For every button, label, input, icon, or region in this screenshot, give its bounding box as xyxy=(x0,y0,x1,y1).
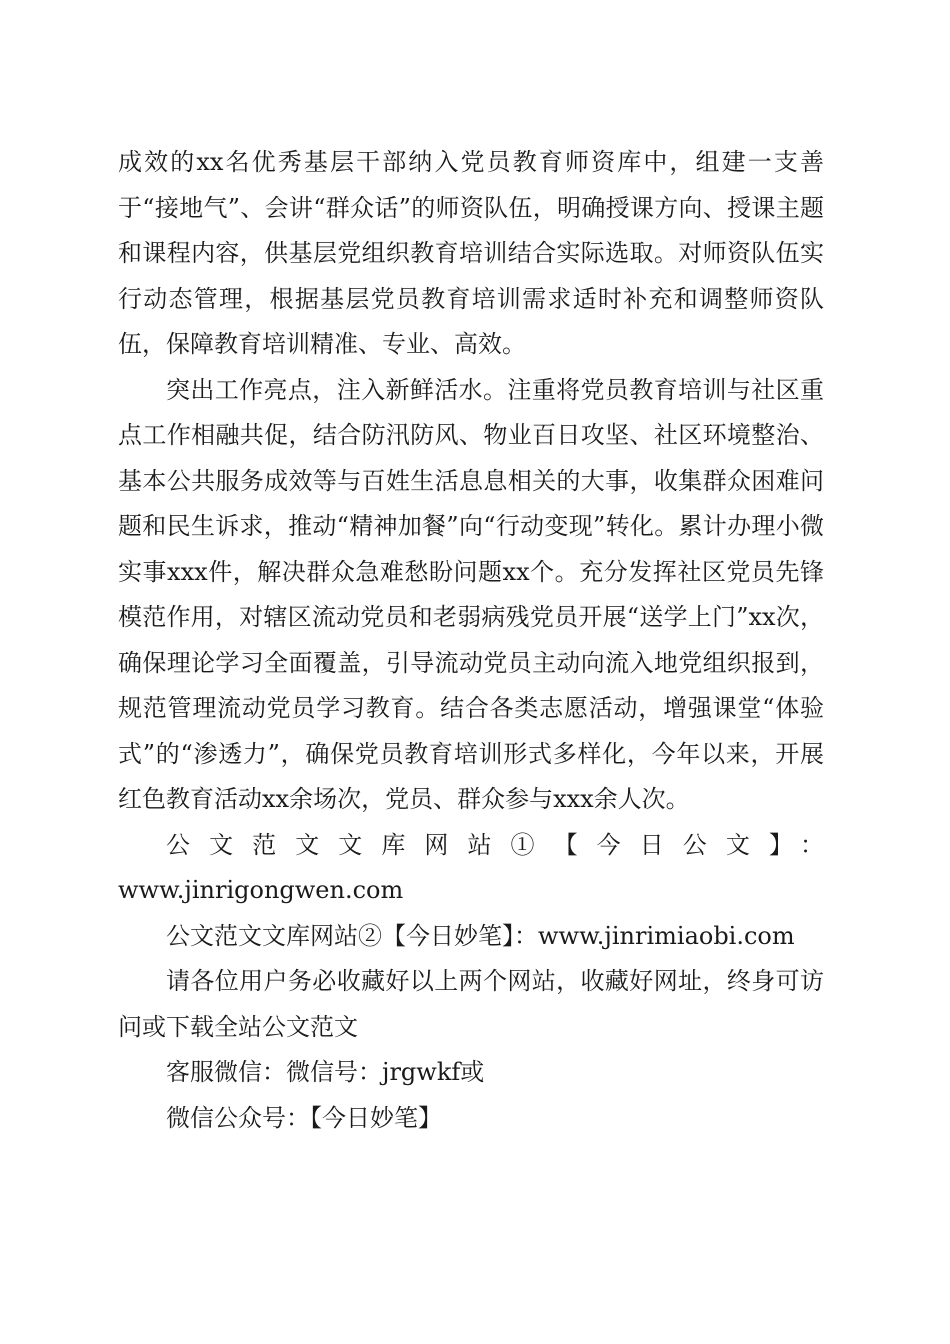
service-wechat: 客服微信：微信号：jrgwkf或 xyxy=(166,1058,485,1086)
site2-line: 公文范文文库网站②【今日妙笔】：www.jinrimiaobi.com xyxy=(166,921,795,950)
document-body xyxy=(118,140,824,1141)
site1-label: 公文范文文库网站①【今日公文】： xyxy=(166,830,824,859)
bookmark-notice: 请各位用户务必收藏好以上两个网站，收藏好网址，终身可访问或下载全站公文范文 xyxy=(118,967,824,1041)
paragraph-work-highlights: 突出工作亮点，注入新鲜活水。注重将党员教育培训与社区重点工作相融共促，结合防汛防风、物业百日攻坚、社区环境整治、基本公共服务成效等与百姓生活息息相关的大事，收集群众困难问题和民生诉求，推动“精神加餐”向“行动变现”转化。累计办理小微实事xxx件，解决群众急难愁盼问题xx个。充分发挥社区党员先锋模范作用，对辖区流动党员和老弱病残党员开展“送学上门”xx次，确保理论学习全面覆盖，引导流动党员主动向流入地党组织报到，规范管理流动党员学习教育。结合各类志愿活动，增强课堂“体验式”的“渗透力”，确保党员教育培训形式多样化，今年以来，开展红色教育活动xx余场次，党员、群众参与xxx余人次。 xyxy=(118,375,824,813)
paragraph-teacher-pool: 成效的xx名优秀基层干部纳入党员教育师资库中，组建一支善于“接地气”、会讲“群众话”的师资队伍，明确授课方向、授课主题和课程内容，供基层党组织教育培训结合实际选取。对师资队伍实行动态管理，根据基层党员教育培训需求适时补充和调整师资队伍，保障教育培训精准、专业、高效。 xyxy=(118,148,824,358)
site1-url: www.jinrigongwen.com xyxy=(118,876,404,904)
official-account: 微信公众号：【今日妙笔】 xyxy=(166,1103,442,1132)
